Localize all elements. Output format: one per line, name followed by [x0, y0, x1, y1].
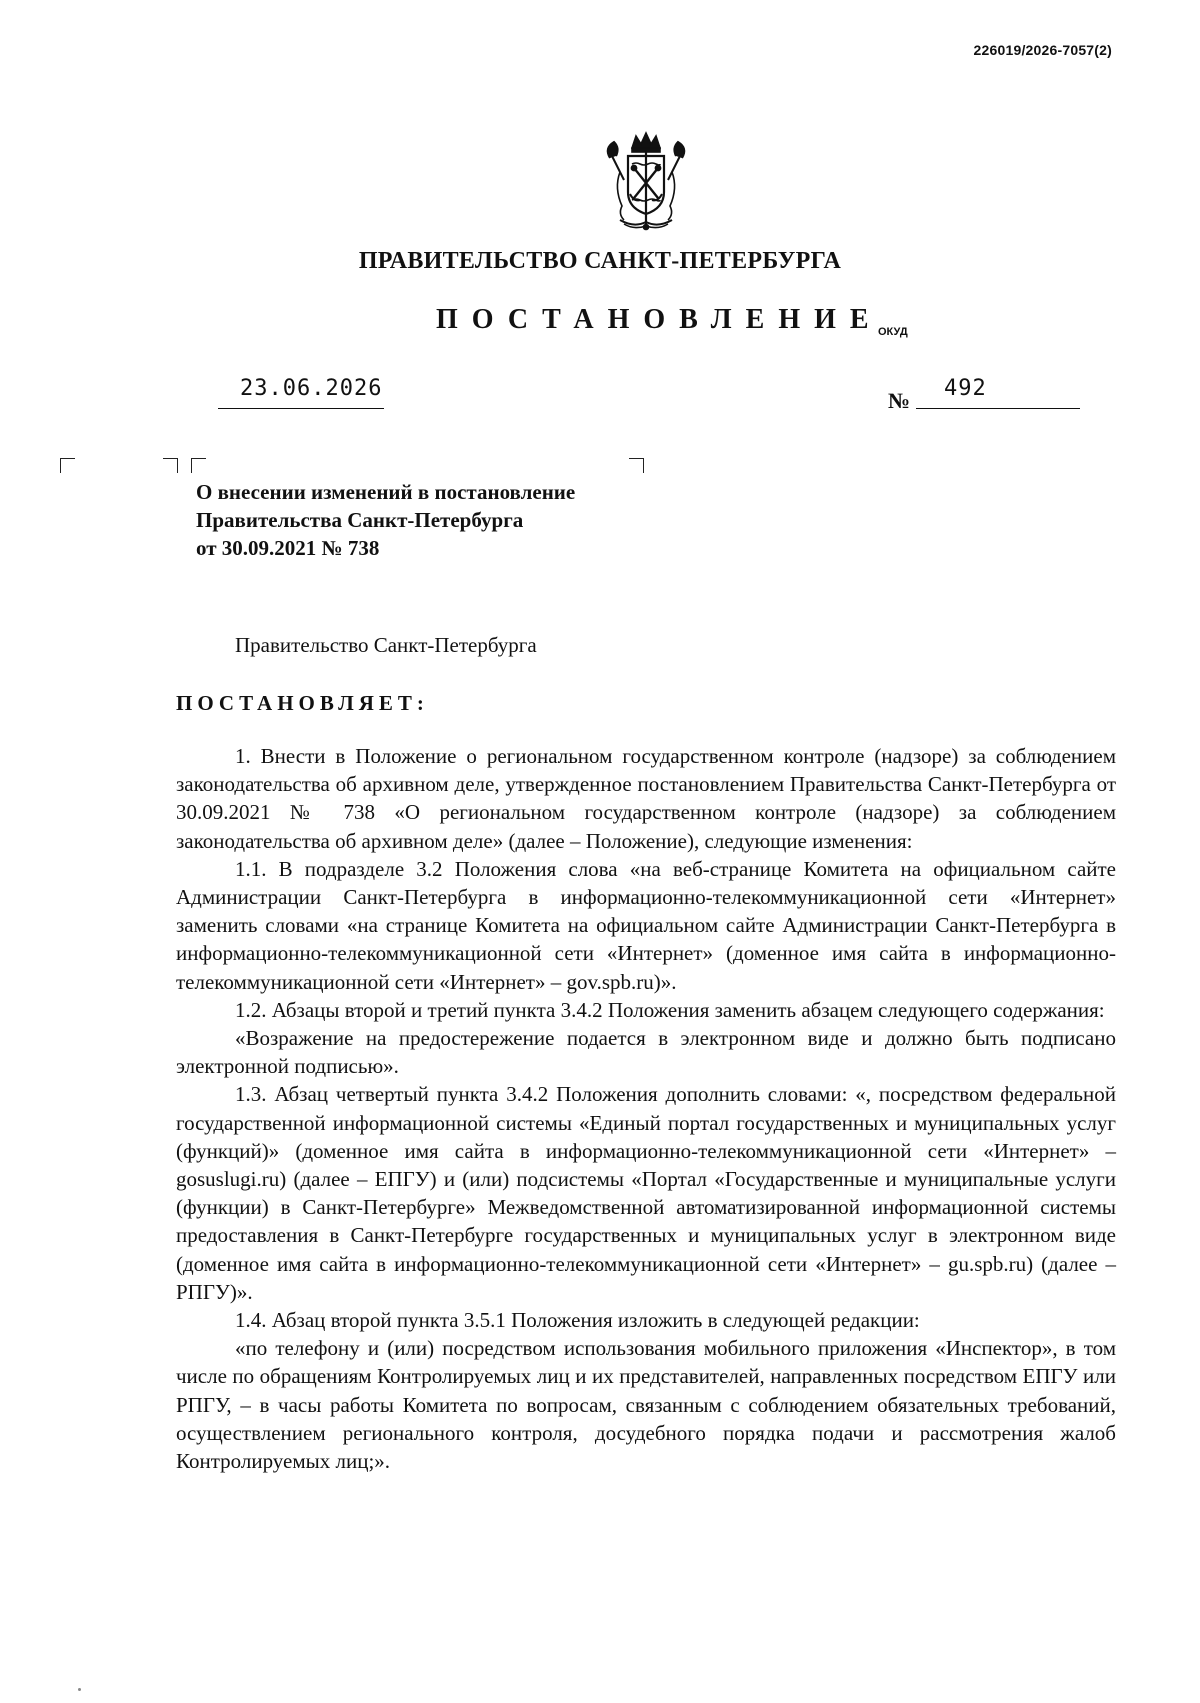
saint-petersburg-coat-of-arms-icon [594, 128, 698, 232]
body-paragraph: «Возражение на предостережение подается в электронном виде и должно быть подписано электронной подписью». [176, 1026, 1116, 1079]
document-subject [196, 478, 575, 562]
subject-line: О внесении изменений в постановление [196, 480, 576, 504]
subject-line: от 30.09.2021 № 738 [196, 536, 380, 560]
body-paragraph: 1.3. Абзац четвертый пункта 3.4.2 Положения дополнить словами: «, посредством федеральной государственной информационной системы «Единый портал государственных и муниципальных услуг (функций)» (доменное имя сайта в информационно-телекоммуникационной сети «Интернет» – gosuslugi.ru) (далее – ЕПГУ) и (или) подсистемы «Портал «Государственные и муниципальные услуги (функции) в Санкт-Петербурге» Межведомственной автоматизированной информационной системы предоставления в Санкт-Петербурге государственных и муниципальных услуг в электронном виде (доменное имя сайта в информационно-телекоммуникационной сети «Интернет» – gu.spb.ru) (далее – РПГУ)». [176, 1082, 1116, 1304]
document-body [176, 742, 1116, 1475]
body-paragraph: «по телефону и (или) посредством использования мобильного приложения «Инспектор», в том числе по обращениям Контролируемых лиц и их представителей, направленных посредством ЕПГУ или РПГУ, – в часы работы Комитета по вопросам, связанным с соблюдением обязательных требований, осуществлением регионального контроля, досудебного порядка подачи и рассмотрения жалоб Контролируемых лиц;». [176, 1336, 1116, 1474]
subject-bracket-mark [629, 458, 644, 473]
okud-label: ОКУД [878, 326, 908, 338]
document-number: 492 [944, 376, 987, 401]
body-paragraph: 1. Внести в Положение о региональном государственном контроле (надзоре) за соблюдением законодательства об архивном деле, утвержденное постановлением Правительства Санкт-Петербурга от 30.09.2021 № 738 «О региональном государственном контроле (надзоре) за соблюдением законодательства об архивном деле» (далее – Положение), следующие изменения: [176, 744, 1116, 853]
subject-line: Правительства Санкт-Петербурга [196, 508, 524, 532]
number-field [916, 376, 1080, 409]
subject-bracket-mark [60, 458, 75, 473]
body-paragraph: 1.1. В подразделе 3.2 Положения слова «на веб-странице Комитета на официальном сайте Администрации Санкт-Петербурга в информационно-телекоммуникационной сети «Интернет» заменить словами «на странице Комитета на официальном сайте Администрации Санкт-Петербурга в информационно-телекоммуникационной сети «Интернет» (доменное имя сайта в информационно-телекоммуникационной сети «Интернет» – gov.spb.ru)». [176, 856, 1116, 994]
resolves-heading: ПОСТАНОВЛЯЕТ: [176, 691, 429, 715]
subject-bracket-mark [191, 458, 206, 473]
document-registration-number: 226019/2026-7057(2) [973, 42, 1112, 58]
government-title: ПРАВИТЕЛЬСТВО САНКТ-ПЕТЕРБУРГА [358, 248, 842, 274]
preamble-government: Правительство Санкт-Петербурга [235, 633, 537, 657]
subject-bracket-mark [163, 458, 178, 473]
document-date: 23.06.2026 [240, 376, 383, 401]
date-field [218, 376, 384, 409]
number-label: № [888, 388, 911, 413]
body-paragraph: 1.4. Абзац второй пункта 3.5.1 Положения изложить в следующей редакции: [235, 1308, 920, 1333]
document-type-heading: ПОСТАНОВЛЕНИЕ [436, 304, 883, 335]
scan-mark [78, 1688, 81, 1691]
body-paragraph: 1.2. Абзацы второй и третий пункта 3.4.2 Положения заменить абзацем следующего содержания: [235, 997, 1105, 1022]
